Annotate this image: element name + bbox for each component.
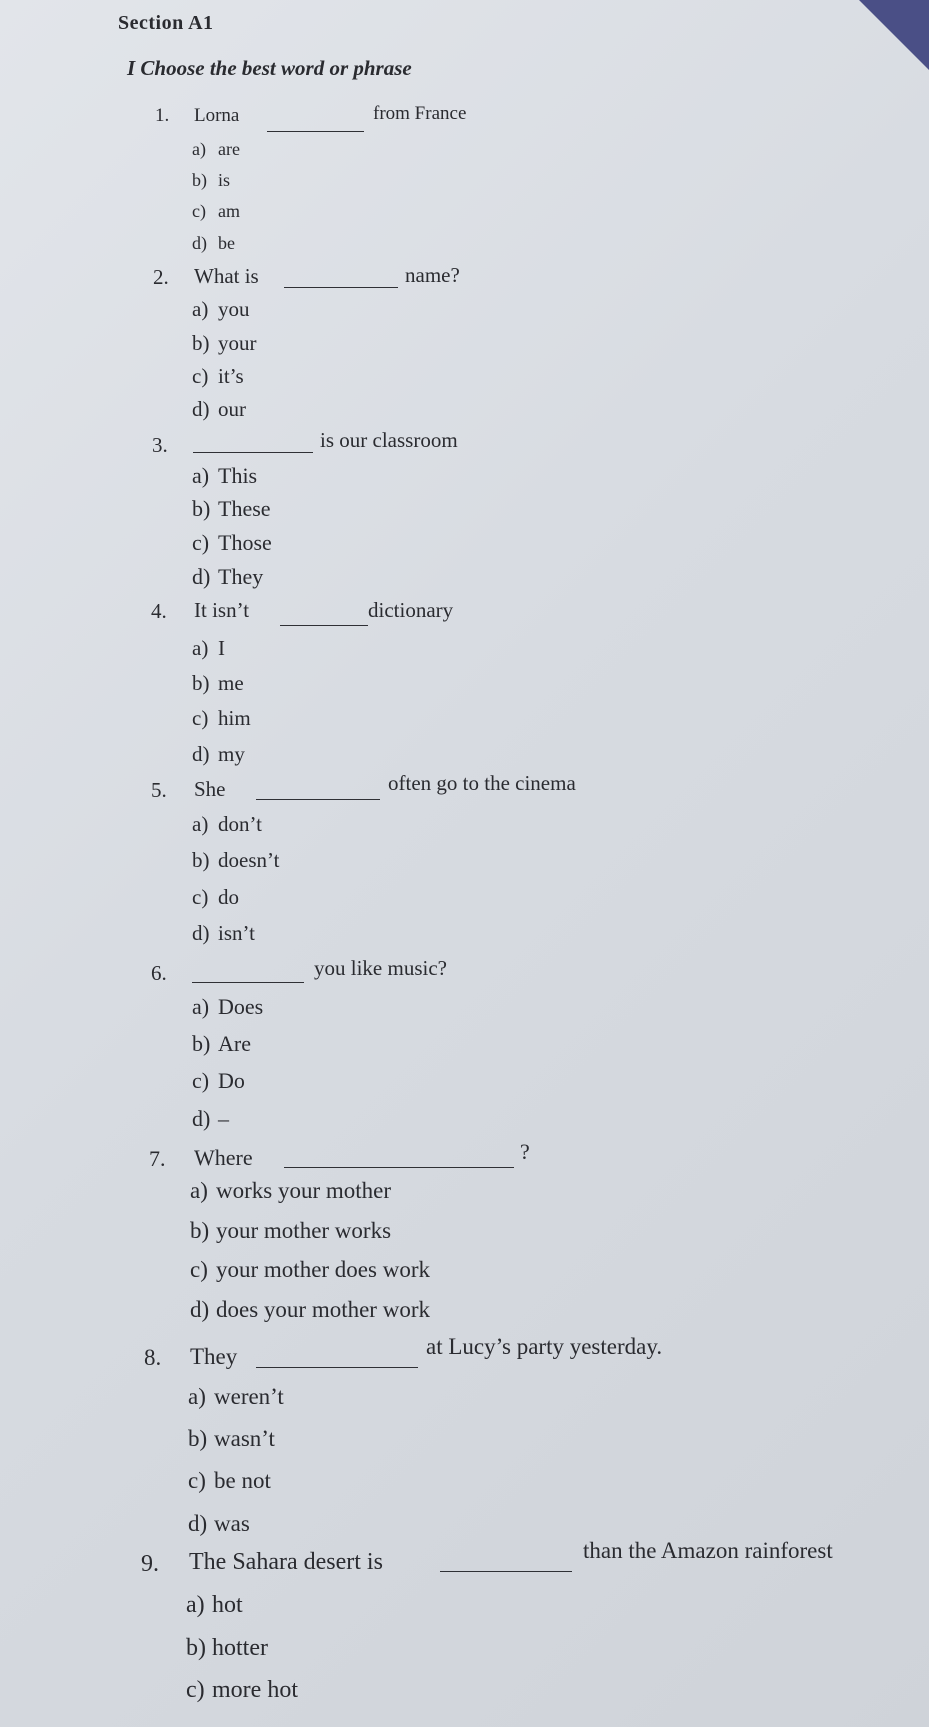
option[interactable]: b) These <box>192 496 271 521</box>
instruction-heading: I Choose the best word or phrase <box>127 56 412 80</box>
option[interactable]: d) be <box>192 233 235 253</box>
question-number: 9. <box>141 1551 159 1577</box>
option[interactable]: a) Does <box>192 994 264 1019</box>
question-text-after: than the Amazon rainforest <box>583 1538 833 1563</box>
question-text-before: She <box>194 777 226 801</box>
answer-blank[interactable] <box>284 287 398 288</box>
question-text-before: What is <box>194 264 259 288</box>
option[interactable]: a) you <box>192 297 250 321</box>
question-text-after: dictionary <box>368 598 454 622</box>
option[interactable]: d) They <box>192 564 264 589</box>
option[interactable]: d) was <box>188 1511 250 1536</box>
option[interactable]: b) hotter <box>186 1635 268 1661</box>
option[interactable]: a) I <box>192 636 225 660</box>
option[interactable]: c) Those <box>192 530 272 555</box>
option[interactable]: c) him <box>192 706 251 730</box>
option[interactable]: d) – <box>192 1106 229 1131</box>
question-number: 7. <box>149 1146 166 1171</box>
option[interactable]: a) weren’t <box>188 1384 284 1409</box>
answer-blank[interactable] <box>284 1167 514 1168</box>
question-text-before: The Sahara desert is <box>189 1549 383 1575</box>
option[interactable]: b) is <box>192 170 231 190</box>
answer-blank[interactable] <box>256 799 380 800</box>
question-number: 4. <box>151 599 167 623</box>
option[interactable]: c) be not <box>188 1468 271 1493</box>
option[interactable]: b) doesn’t <box>192 848 280 872</box>
question-text-before: It isn’t <box>194 598 250 622</box>
question-text-before: Lorna <box>194 105 240 126</box>
option[interactable]: c) your mother does work <box>190 1257 430 1282</box>
option[interactable]: c) Do <box>192 1068 245 1093</box>
option[interactable]: d) isn’t <box>192 921 255 945</box>
question-number: 5. <box>151 778 167 802</box>
option[interactable]: b) me <box>192 671 244 695</box>
question-text-after: from France <box>373 103 467 124</box>
section-title: Section A1 <box>118 12 214 34</box>
option[interactable]: b) your mother works <box>190 1218 392 1243</box>
option[interactable]: c) it’s <box>192 364 244 388</box>
question-number: 8. <box>144 1345 162 1370</box>
question-text-after: name? <box>405 263 460 287</box>
question-number: 2. <box>153 265 169 289</box>
option[interactable]: a) This <box>192 463 258 488</box>
question-text-before: They <box>190 1344 238 1369</box>
option[interactable]: a) don’t <box>192 812 262 836</box>
question-text-before: Where <box>194 1145 253 1170</box>
option[interactable]: a) are <box>192 139 240 159</box>
option[interactable]: d) our <box>192 397 246 421</box>
question-text-after: you like music? <box>314 956 447 980</box>
question-number: 6. <box>151 961 167 985</box>
option[interactable]: b) Are <box>192 1031 251 1056</box>
question-text-after: is our classroom <box>320 428 458 452</box>
option[interactable]: d) my <box>192 742 245 766</box>
question-text-after: ? <box>520 1139 530 1164</box>
option[interactable]: b) your <box>192 331 257 355</box>
option[interactable]: c) more hot <box>186 1677 298 1703</box>
answer-blank[interactable] <box>193 452 313 453</box>
page-corner-shadow <box>859 0 929 70</box>
option[interactable]: c) am <box>192 201 240 221</box>
answer-blank[interactable] <box>192 982 304 983</box>
answer-blank[interactable] <box>280 625 368 626</box>
option[interactable]: b) wasn’t <box>188 1426 275 1451</box>
answer-blank[interactable] <box>267 131 364 132</box>
option[interactable]: a) works your mother <box>190 1178 392 1203</box>
question-number: 3. <box>152 433 168 457</box>
question-text-after: often go to the cinema <box>388 771 576 795</box>
answer-blank[interactable] <box>256 1367 418 1368</box>
question-number: 1. <box>155 105 170 126</box>
option[interactable]: d) does your mother work <box>190 1297 430 1322</box>
answer-blank[interactable] <box>440 1571 572 1572</box>
question-text-after: at Lucy’s party yesterday. <box>426 1334 663 1359</box>
option[interactable]: a) hot <box>186 1592 243 1618</box>
option[interactable]: c) do <box>192 885 239 909</box>
